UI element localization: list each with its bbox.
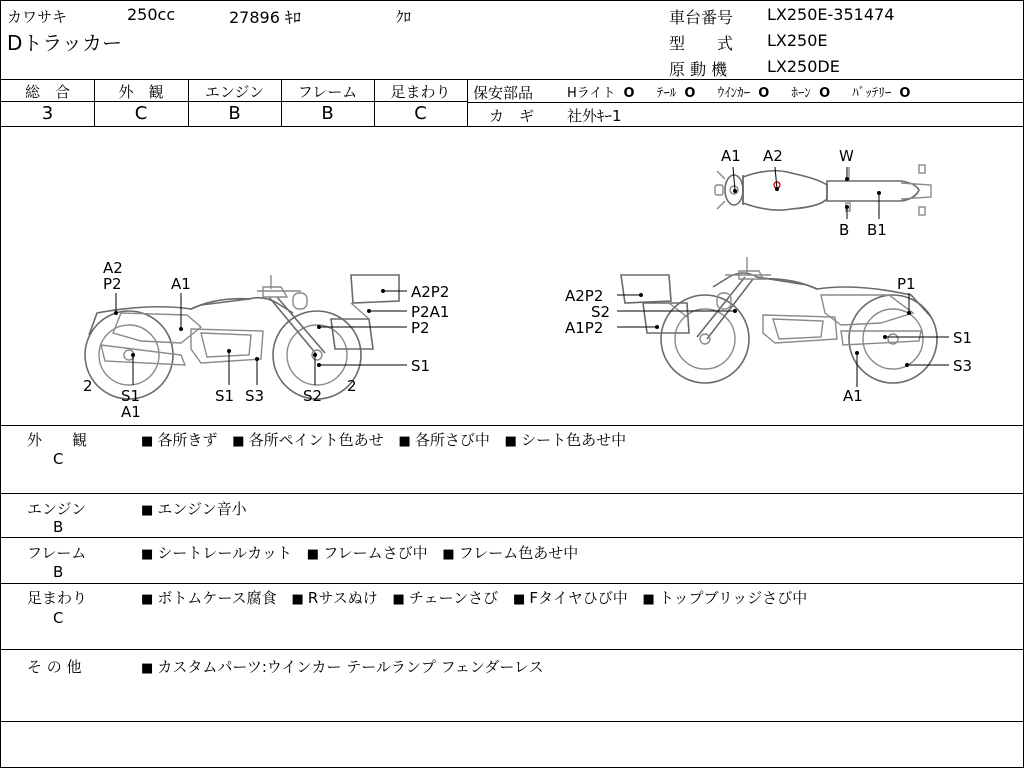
model-name: Dトラッカー [7, 31, 123, 55]
note-frame-label: フレーム [27, 544, 87, 562]
note-exterior-label: 外 観 [27, 431, 88, 449]
note-item: ■ 各所ペイント色あせ [232, 431, 383, 449]
engine-model-value: LX250DE [767, 57, 840, 76]
battery-mark: O [899, 86, 911, 101]
horn-mark: O [819, 86, 831, 101]
headlight-label: Hライト [567, 86, 616, 101]
note-suspension-label: 足まわり [27, 589, 88, 607]
note-item: ■ カスタムパーツ:ウインカー テールランプ フェンダーレス [141, 658, 544, 676]
frame-number: LX250E-351474 [767, 5, 895, 24]
mileage: 27896 ｷﾛ [229, 8, 301, 27]
maker: カワサキ [7, 8, 68, 26]
label-top-w: W [839, 147, 854, 165]
label-right-p1: P1 [897, 275, 916, 293]
label-left-a1-rear: A1 [121, 403, 141, 421]
winker-label: ｳｲﾝｶｰ [717, 86, 751, 101]
grade-total-label: 総 合 [24, 83, 70, 101]
note-exterior-grade: C [53, 450, 64, 468]
note-engine-grade: B [53, 518, 64, 536]
key-label: カ ギ [489, 107, 535, 125]
note-item: ■ Rサスぬけ [291, 589, 377, 607]
safety-parts-label: 保安部品 [473, 84, 534, 102]
label-left-2-front: 2 [347, 377, 357, 395]
engine-model-label: 原 動 機 [669, 60, 728, 79]
note-item: ■ シート色あせ中 [505, 431, 626, 449]
grade-suspension-label: 足まわり [390, 83, 451, 101]
note-exterior-items [141, 429, 636, 450]
note-frame-items [141, 542, 588, 563]
label-left-a1: A1 [171, 275, 191, 293]
label-right-a2p2: A2P2 [565, 287, 604, 305]
winker-mark: O [758, 86, 770, 101]
label-left-p2a1: P2A1 [411, 303, 450, 321]
note-item: ■ フレームさび中 [307, 544, 428, 562]
note-engine-label: エンジン [27, 500, 87, 518]
label-left-s1-rear: S1 [121, 387, 141, 405]
note-other-label: そ の 他 [27, 658, 82, 676]
displacement: 250cc [127, 5, 176, 24]
note-item: ■ Fタイヤひび中 [513, 589, 628, 607]
note-item: ■ ボトムケース腐食 [141, 589, 277, 607]
grade-frame-label: フレーム [297, 83, 358, 101]
label-left-s3: S3 [245, 387, 265, 405]
key-value: 社外ｷｰ1 [567, 107, 622, 125]
grade-engine-label: エンジン [204, 83, 265, 101]
label-right-s3: S3 [953, 357, 973, 375]
motorcycle-top-view [715, 165, 931, 215]
label-top-a1: A1 [721, 147, 741, 165]
top-view-labels [721, 147, 887, 239]
grade-exterior-label: 外 観 [118, 83, 164, 101]
frame-number-label: 車台番号 [669, 8, 734, 27]
note-other-items [141, 656, 554, 677]
note-item: ■ エンジン音小 [141, 500, 247, 518]
label-top-a2: A2 [763, 147, 783, 165]
note-item: ■ フレーム色あせ中 [442, 544, 578, 562]
note-item: ■ 各所きず [141, 431, 217, 449]
type-value: LX250E [767, 31, 828, 50]
note-suspension-items [141, 587, 817, 608]
label-left-s1-front: S1 [411, 357, 431, 375]
taillight-mark: O [684, 86, 696, 101]
damage-diagram [1, 127, 1023, 425]
label-left-a2p2: A2P2 [411, 283, 450, 301]
label-left-s1-mid: S1 [215, 387, 235, 405]
taillight-label: ﾃｰﾙ [656, 86, 677, 101]
battery-label: ﾊﾞｯﾃﾘｰ [852, 86, 892, 101]
type-label: 型 式 [669, 34, 734, 53]
label-left-2-rear: 2 [83, 377, 93, 395]
grade-engine: B [228, 103, 241, 124]
label-left-p2: P2 [103, 275, 122, 293]
horn-label: ﾎｰﾝ [791, 86, 811, 101]
grade-frame: B [321, 103, 334, 124]
note-item: ■ チェーンさび [393, 589, 499, 607]
divider [1, 79, 1023, 80]
headlight-mark: O [623, 86, 635, 101]
label-left-a2: A2 [103, 259, 123, 277]
label-right-a1: A1 [843, 387, 863, 405]
label-right-s2: S2 [591, 303, 611, 321]
safety-parts-list [567, 82, 910, 101]
label-left-s2: S2 [303, 387, 323, 405]
note-item: ■ 各所さび中 [398, 431, 489, 449]
note-suspension-grade: C [53, 609, 64, 627]
note-item: ■ シートレールカット [141, 544, 292, 562]
note-engine-items [141, 498, 257, 519]
grade-total: 3 [41, 103, 54, 124]
label-top-b1: B1 [867, 221, 887, 239]
grade-suspension: C [414, 103, 427, 124]
label-top-b: B [839, 221, 850, 239]
label-right-s1: S1 [953, 329, 973, 347]
note-item: ■ トップブリッジさび中 [643, 589, 808, 607]
label-right-a1p2: A1P2 [565, 319, 604, 337]
label-left-p2: P2 [411, 319, 430, 337]
color: ｸﾛ [396, 8, 412, 26]
motorcycle-right-view [621, 257, 937, 383]
note-frame-grade: B [53, 563, 64, 581]
grade-exterior: C [134, 103, 148, 124]
